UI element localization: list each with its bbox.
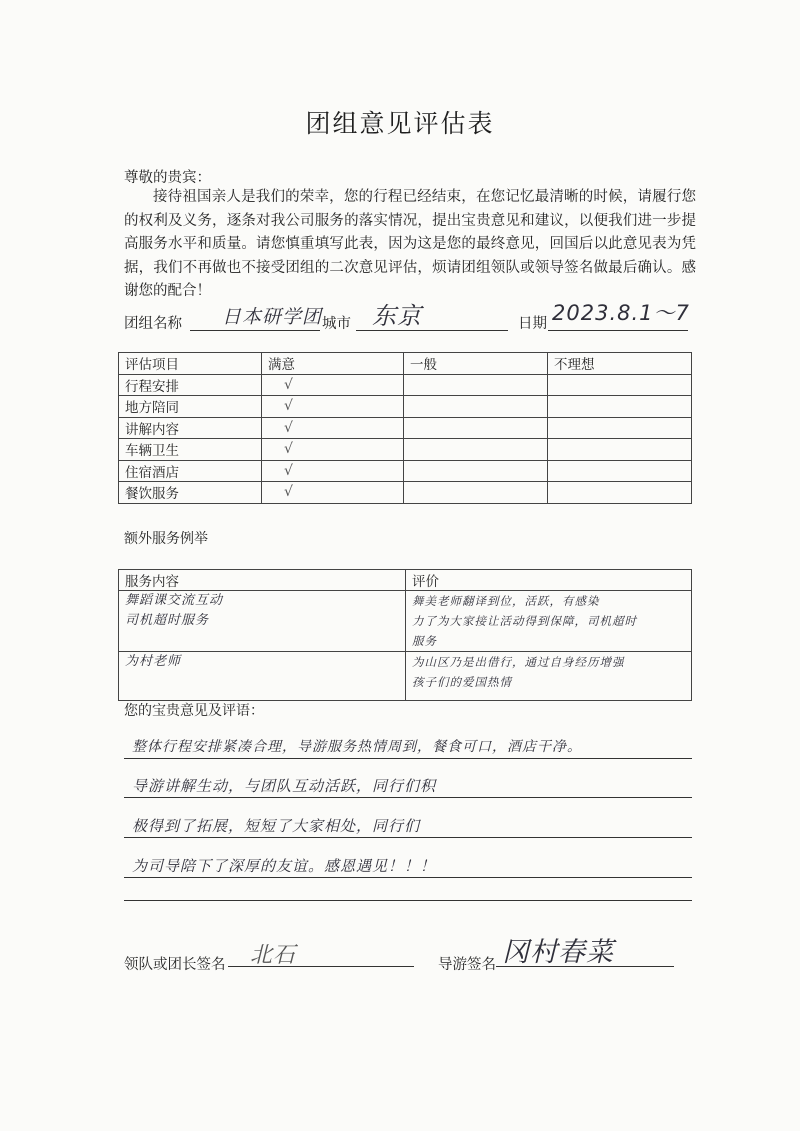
city-value[interactable]: 东京 [372,302,422,330]
item-cell: 讲解内容 [119,417,262,439]
greeting: 尊敬的贵宾： [124,170,211,186]
service-evaluation-line: 力了为大家接让活动得到保障，司机超时 [412,614,637,628]
evaluation-table [118,352,692,504]
average-cell[interactable] [404,396,548,418]
satisfied-check[interactable]: √ [262,482,404,504]
poor-cell[interactable] [548,417,692,439]
satisfied-check[interactable]: √ [262,374,404,396]
comment-rule [124,797,692,798]
average-cell[interactable] [404,482,548,504]
service-content-cell[interactable] [119,591,406,652]
date-value[interactable]: 2023.8.1～7 [552,301,690,325]
service-evaluation-line: 服务 [412,634,437,648]
header-item: 评估项目 [119,353,262,375]
group-name-value[interactable]: 日本研学团 [222,306,323,328]
intro-paragraph: 接待祖国亲人是我们的荣幸，您的行程已经结束，在您记忆最清晰的时候，请履行您的权利及义务，逐条对我公司服务的落实情况，提出宝贵意见和建议，以便我们进一步提高服务水平和质量。请您慎重填写此表，因为这是您的最终意见，回国后以此意见表为凭据，我们不再做也不接受团组的二次意见评估，烦请团组领队或领导签名做最后确认。感谢您的配合！ [124,189,696,299]
date-label: 日期 [518,316,547,332]
leader-signature-label: 领队或团长签名 [124,957,226,973]
average-cell[interactable] [404,417,548,439]
city-label: 城市 [322,316,351,332]
poor-cell[interactable] [548,460,692,482]
average-cell[interactable] [404,374,548,396]
satisfied-check[interactable]: √ [262,417,404,439]
header-satisfied: 满意 [262,353,404,375]
service-evaluation-line: 孩子们的爱国热情 [412,675,512,689]
date-line [548,330,688,331]
comment-rule [124,837,692,838]
service-evaluation-line: 舞美老师翻译到位，活跃，有感染 [412,594,600,608]
table-row [119,374,692,396]
table-row [119,439,692,461]
extra-services-label: 额外服务例举 [124,531,208,547]
poor-cell[interactable] [548,439,692,461]
item-cell: 地方陪同 [119,396,262,418]
poor-cell[interactable] [548,374,692,396]
service-content-line: 司机超时服务 [125,613,210,628]
table-row [119,396,692,418]
comments-label: 您的宝贵意见及评语： [124,703,264,719]
service-evaluation-cell[interactable] [406,652,692,701]
header-evaluation: 评价 [406,570,692,591]
group-name-line [190,330,320,331]
table-row [119,417,692,439]
guide-signature-label: 导游签名 [438,957,496,973]
satisfied-check[interactable]: √ [262,439,404,461]
poor-cell[interactable] [548,482,692,504]
comment-line-text[interactable]: 极得到了拓展，短短了大家相处，同行们 [132,817,421,835]
comment-line-text[interactable]: 为司导陪下了深厚的友谊。感恩遇见！！！ [132,857,437,875]
service-content-cell[interactable] [119,652,406,701]
comment-rule [124,877,692,878]
header-poor: 不理想 [548,353,692,375]
form-title: 团组意见评估表 [305,109,495,138]
item-cell: 餐饮服务 [119,482,262,504]
average-cell[interactable] [404,460,548,482]
service-evaluation-cell[interactable] [406,591,692,652]
comment-line-text[interactable]: 导游讲解生动，与团队互动活跃，同行们积 [132,777,437,795]
evaluation-header-row [119,353,692,375]
service-content-line: 为村老师 [125,654,182,669]
table-row [119,460,692,482]
satisfied-check[interactable]: √ [262,460,404,482]
group-name-label: 团组名称 [124,316,182,332]
comment-line-text[interactable]: 整体行程安排紧凑合理，导游服务热情周到，餐食可口，酒店干净。 [132,739,582,755]
leader-signature[interactable]: 北石 [250,943,297,968]
item-cell: 行程安排 [119,374,262,396]
header-average: 一般 [404,353,548,375]
extra-services-table [118,569,692,701]
poor-cell[interactable] [548,396,692,418]
item-cell: 住宿酒店 [119,460,262,482]
comment-rule [124,758,692,759]
extra-header-row [119,570,692,591]
satisfied-check[interactable]: √ [262,396,404,418]
service-evaluation-line: 为山区乃是出借行，通过自身经历增强 [412,655,625,669]
service-content-line: 舞蹈课交流互动 [125,593,224,608]
item-cell: 车辆卫生 [119,439,262,461]
table-row [119,652,692,701]
guide-signature[interactable]: 冈村春菜 [502,937,614,968]
comment-rule [124,900,692,901]
table-row [119,482,692,504]
average-cell[interactable] [404,439,548,461]
header-service-content: 服务内容 [119,570,406,591]
table-row [119,591,692,652]
